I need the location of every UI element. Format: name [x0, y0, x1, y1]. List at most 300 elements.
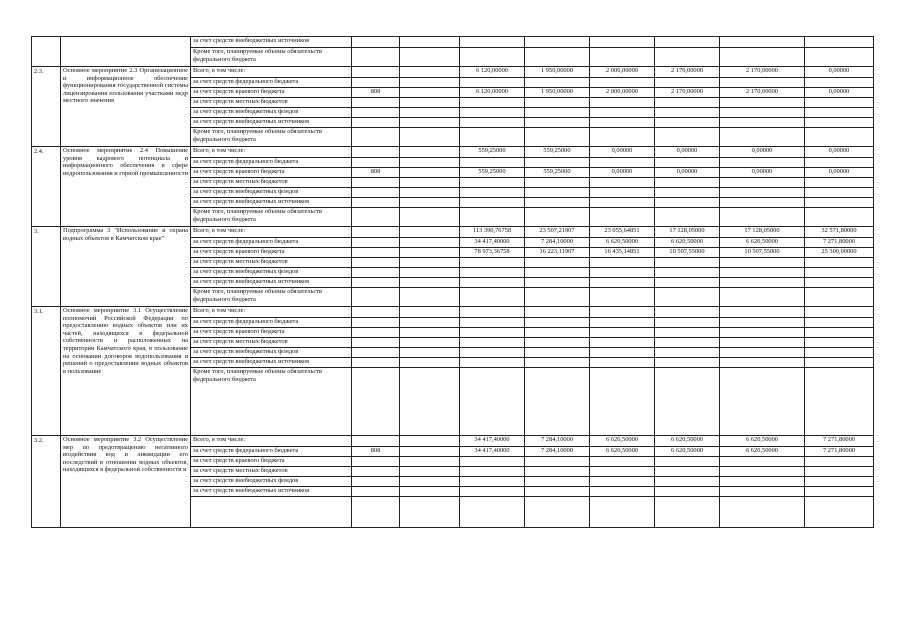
amount-cell: 7 284,10000: [525, 447, 590, 457]
amount-cell: [590, 258, 655, 268]
amount-cell: 1 950,00000: [525, 88, 590, 98]
amount-cell: 0,00000: [805, 147, 874, 158]
amount-cell: [805, 278, 874, 288]
amount-cell: [590, 128, 655, 147]
amount-cell: [590, 288, 655, 307]
amount-cell: [720, 487, 805, 497]
amount-cell: [720, 118, 805, 128]
amount-cell: 2 170,00000: [655, 88, 720, 98]
funding-source: за счет средств местных бюджетов: [191, 467, 352, 477]
amount-cell: [460, 457, 525, 467]
amount-cell: [805, 37, 874, 48]
amount-cell: [720, 208, 805, 227]
funding-source: Кроме того, планируемые объемы обязательств федерального бюджета: [191, 128, 352, 147]
amount-cell: 17 128,05000: [655, 227, 720, 238]
budget-code: [352, 436, 400, 447]
amount-cell: [525, 307, 590, 318]
empty-cell: [400, 307, 460, 318]
amount-cell: [655, 487, 720, 497]
amount-cell: 16 223,11907: [525, 248, 590, 258]
amount-cell: [655, 78, 720, 88]
amount-cell: [460, 358, 525, 368]
amount-cell: [655, 278, 720, 288]
empty-cell: [400, 258, 460, 268]
amount-cell: [460, 477, 525, 487]
amount-cell: [460, 338, 525, 348]
amount-cell: 2 170,00000: [720, 67, 805, 78]
amount-cell: [590, 118, 655, 128]
amount-cell: [590, 348, 655, 358]
amount-cell: [590, 98, 655, 108]
amount-cell: [720, 457, 805, 467]
budget-code: 808: [352, 168, 400, 178]
amount-cell: [720, 348, 805, 358]
funding-source: за счет средств федерального бюджета: [191, 238, 352, 248]
amount-cell: [720, 258, 805, 268]
amount-cell: [590, 208, 655, 227]
amount-cell: [720, 128, 805, 147]
amount-cell: 16 435,14851: [590, 248, 655, 258]
row-number: 2.3.: [32, 67, 61, 147]
amount-cell: [805, 258, 874, 268]
amount-cell: 23 507,21907: [525, 227, 590, 238]
funding-source: Всего, в том числе:: [191, 227, 352, 238]
budget-table: [31, 36, 874, 528]
amount-cell: [525, 158, 590, 168]
amount-cell: [805, 288, 874, 307]
amount-cell: [590, 307, 655, 318]
funding-source: за счет средств местных бюджетов: [191, 98, 352, 108]
empty-cell: [400, 88, 460, 98]
amount-cell: [460, 307, 525, 318]
amount-cell: [590, 487, 655, 497]
funding-source: за счет средств внебюджетных источников: [191, 358, 352, 368]
budget-code: [352, 288, 400, 307]
amount-cell: [525, 188, 590, 198]
amount-cell: [525, 128, 590, 147]
funding-source: за счет средств внебюджетных источников: [191, 118, 352, 128]
amount-cell: 32 571,80000: [805, 227, 874, 238]
amount-cell: [460, 178, 525, 188]
budget-code: [352, 368, 400, 436]
amount-cell: [525, 497, 590, 528]
amount-cell: [460, 467, 525, 477]
budget-code: [352, 198, 400, 208]
amount-cell: [525, 98, 590, 108]
funding-source: за счет средств краевого бюджета: [191, 328, 352, 338]
amount-cell: [655, 268, 720, 278]
amount-cell: [525, 118, 590, 128]
empty-cell: [400, 158, 460, 168]
amount-cell: [805, 78, 874, 88]
measure-name: [61, 37, 191, 67]
amount-cell: [655, 128, 720, 147]
table-row: [32, 227, 874, 238]
amount-cell: [655, 118, 720, 128]
amount-cell: [805, 348, 874, 358]
amount-cell: [525, 37, 590, 48]
amount-cell: [720, 198, 805, 208]
amount-cell: [655, 307, 720, 318]
amount-cell: [460, 278, 525, 288]
empty-cell: [400, 118, 460, 128]
measure-name: Основное мероприятие 3.1 Осуществление полномочий Российской Федерации по предоставлению водных объектов или их частей, находящихся в федеральной собственности и расположенных на территории Камчатского края, в пользование на основании договоров водопользования и решений о предоставлении водных объектов в пользование: [61, 307, 191, 436]
funding-source: Кроме того, планируемые объемы обязательств федерального бюджета: [191, 48, 352, 67]
amount-cell: 6 120,00000: [460, 88, 525, 98]
funding-source: Всего, в том числе:: [191, 67, 352, 78]
empty-cell: [400, 48, 460, 67]
amount-cell: [655, 178, 720, 188]
amount-cell: [460, 128, 525, 147]
empty-cell: [400, 278, 460, 288]
amount-cell: 0,00000: [805, 168, 874, 178]
amount-cell: [460, 118, 525, 128]
budget-code: [352, 48, 400, 67]
amount-cell: [655, 348, 720, 358]
amount-cell: [720, 158, 805, 168]
empty-cell: [400, 67, 460, 78]
amount-cell: 2 170,00000: [655, 67, 720, 78]
amount-cell: 6 620,50000: [720, 436, 805, 447]
amount-cell: [805, 98, 874, 108]
amount-cell: [805, 307, 874, 318]
amount-cell: [525, 78, 590, 88]
budget-code: [352, 128, 400, 147]
amount-cell: [805, 208, 874, 227]
funding-source: за счет средств внебюджетных источников: [191, 37, 352, 48]
amount-cell: [525, 208, 590, 227]
amount-cell: [720, 48, 805, 67]
table-row: [32, 307, 874, 318]
amount-cell: [460, 288, 525, 307]
amount-cell: [525, 457, 590, 467]
funding-source: за счет средств краевого бюджета: [191, 248, 352, 258]
amount-cell: [720, 278, 805, 288]
empty-cell: [400, 318, 460, 328]
amount-cell: [460, 258, 525, 268]
empty-cell: [400, 338, 460, 348]
empty-cell: [400, 238, 460, 248]
amount-cell: 2 000,00000: [590, 67, 655, 78]
funding-source: за счет средств внебюджетных фондов: [191, 268, 352, 278]
amount-cell: [460, 37, 525, 48]
amount-cell: [655, 48, 720, 67]
amount-cell: [525, 258, 590, 268]
amount-cell: [590, 497, 655, 528]
amount-cell: [805, 188, 874, 198]
amount-cell: 6 120,00000: [460, 67, 525, 78]
funding-source: за счет средств внебюджетных источников: [191, 487, 352, 497]
budget-code: [352, 178, 400, 188]
amount-cell: 559,25000: [525, 168, 590, 178]
budget-code: [352, 348, 400, 358]
amount-cell: 10 507,55000: [720, 248, 805, 258]
funding-source: за счет средств внебюджетных фондов: [191, 188, 352, 198]
amount-cell: [805, 118, 874, 128]
funding-source: за счет средств федерального бюджета: [191, 447, 352, 457]
amount-cell: [720, 497, 805, 528]
amount-cell: 0,00000: [590, 147, 655, 158]
funding-source: за счет средств федерального бюджета: [191, 158, 352, 168]
measure-name: Основное мероприятие 3.2 Осуществление мер по предотвращению негативного воздействия вод и ликвидации его последствий в отношении водных объектов, находящихся в федеральной собственности и: [61, 436, 191, 528]
amount-cell: [805, 328, 874, 338]
empty-cell: [400, 477, 460, 487]
table-row: [32, 436, 874, 447]
amount-cell: [720, 328, 805, 338]
amount-cell: 6 620,50000: [590, 447, 655, 457]
funding-source: за счет средств внебюджетных фондов: [191, 477, 352, 487]
amount-cell: [590, 108, 655, 118]
empty-cell: [400, 268, 460, 278]
amount-cell: [525, 178, 590, 188]
amount-cell: [525, 328, 590, 338]
amount-cell: [460, 487, 525, 497]
amount-cell: 2 170,00000: [720, 88, 805, 98]
amount-cell: 559,25000: [460, 168, 525, 178]
empty-cell: [400, 348, 460, 358]
amount-cell: [655, 98, 720, 108]
amount-cell: [590, 467, 655, 477]
amount-cell: 6 620,50000: [655, 436, 720, 447]
empty-cell: [400, 457, 460, 467]
table-row: [32, 37, 874, 48]
amount-cell: [655, 358, 720, 368]
amount-cell: [805, 497, 874, 528]
empty-cell: [400, 328, 460, 338]
amount-cell: [590, 338, 655, 348]
amount-cell: 7 271,80000: [805, 436, 874, 447]
budget-code: [352, 467, 400, 477]
empty-cell: [400, 128, 460, 147]
budget-code: [352, 227, 400, 238]
amount-cell: [805, 318, 874, 328]
budget-code: [352, 487, 400, 497]
amount-cell: [460, 98, 525, 108]
budget-code: [352, 268, 400, 278]
budget-code: [352, 208, 400, 227]
amount-cell: [655, 198, 720, 208]
empty-cell: [400, 487, 460, 497]
amount-cell: [460, 108, 525, 118]
amount-cell: 7 284,10000: [525, 436, 590, 447]
amount-cell: [525, 358, 590, 368]
amount-cell: [590, 78, 655, 88]
amount-cell: [590, 178, 655, 188]
amount-cell: 34 417,40000: [460, 436, 525, 447]
budget-code: [352, 37, 400, 48]
amount-cell: [655, 188, 720, 198]
amount-cell: [720, 268, 805, 278]
budget-code: [352, 147, 400, 158]
funding-source: за счет средств краевого бюджета: [191, 88, 352, 98]
amount-cell: [805, 457, 874, 467]
amount-cell: [460, 188, 525, 198]
amount-cell: [590, 328, 655, 338]
budget-code: [352, 238, 400, 248]
amount-cell: [805, 108, 874, 118]
budget-code: 808: [352, 88, 400, 98]
amount-cell: [590, 268, 655, 278]
amount-cell: [655, 338, 720, 348]
empty-cell: [400, 248, 460, 258]
budget-code: [352, 118, 400, 128]
funding-source: за счет средств федерального бюджета: [191, 78, 352, 88]
amount-cell: 0,00000: [805, 88, 874, 98]
amount-cell: [590, 188, 655, 198]
amount-cell: [525, 338, 590, 348]
amount-cell: [525, 477, 590, 487]
amount-cell: [590, 198, 655, 208]
row-number: 3.1.: [32, 307, 61, 436]
amount-cell: [720, 188, 805, 198]
amount-cell: [720, 477, 805, 487]
budget-code: [352, 158, 400, 168]
amount-cell: 0,00000: [720, 147, 805, 158]
amount-cell: [525, 108, 590, 118]
amount-cell: [655, 288, 720, 307]
amount-cell: [590, 37, 655, 48]
funding-source: за счет средств местных бюджетов: [191, 258, 352, 268]
funding-source: за счет средств федерального бюджета: [191, 318, 352, 328]
amount-cell: [525, 198, 590, 208]
empty-cell: [400, 188, 460, 198]
amount-cell: 78 973,36758: [460, 248, 525, 258]
amount-cell: [805, 477, 874, 487]
amount-cell: [590, 318, 655, 328]
empty-cell: [400, 198, 460, 208]
amount-cell: [720, 307, 805, 318]
funding-source: [191, 497, 352, 528]
amount-cell: [655, 477, 720, 487]
amount-cell: [460, 368, 525, 436]
table-row: [32, 147, 874, 158]
measure-name: Основное мероприятие 2.3 Организационное и информационное обеспечение функционирования государственной системы лицензирования пользования участками недр местного значения: [61, 67, 191, 147]
amount-cell: [805, 198, 874, 208]
amount-cell: [655, 208, 720, 227]
row-number: [32, 37, 61, 67]
amount-cell: [720, 288, 805, 307]
amount-cell: [590, 278, 655, 288]
amount-cell: [590, 48, 655, 67]
budget-code: 808: [352, 447, 400, 457]
funding-source: Кроме того, планируемые объемы обязательств федерального бюджета: [191, 288, 352, 307]
funding-source: за счет средств внебюджетных фондов: [191, 348, 352, 358]
amount-cell: 7 271,80000: [805, 238, 874, 248]
amount-cell: [805, 158, 874, 168]
amount-cell: [720, 78, 805, 88]
funding-source: Кроме того, планируемые объемы обязательств федерального бюджета: [191, 208, 352, 227]
amount-cell: [655, 457, 720, 467]
amount-cell: [525, 348, 590, 358]
amount-cell: [720, 467, 805, 477]
row-number: 2.4.: [32, 147, 61, 227]
amount-cell: [590, 368, 655, 436]
amount-cell: 0,00000: [805, 67, 874, 78]
amount-cell: 6 620,50000: [720, 447, 805, 457]
funding-source: за счет средств местных бюджетов: [191, 338, 352, 348]
budget-code: [352, 328, 400, 338]
amount-cell: [460, 328, 525, 338]
funding-source: за счет средств краевого бюджета: [191, 168, 352, 178]
amount-cell: [590, 457, 655, 467]
empty-cell: [400, 37, 460, 48]
amount-cell: [525, 48, 590, 67]
amount-cell: 7 271,80000: [805, 447, 874, 457]
budget-code: [352, 67, 400, 78]
empty-cell: [400, 467, 460, 477]
amount-cell: [805, 467, 874, 477]
amount-cell: [805, 368, 874, 436]
empty-cell: [400, 108, 460, 118]
empty-cell: [400, 98, 460, 108]
amount-cell: 17 128,05000: [720, 227, 805, 238]
amount-cell: 559,25000: [525, 147, 590, 158]
budget-code: [352, 477, 400, 487]
amount-cell: [590, 477, 655, 487]
empty-cell: [400, 497, 460, 528]
amount-cell: 1 950,00000: [525, 67, 590, 78]
empty-cell: [400, 208, 460, 227]
amount-cell: 6 620,50000: [655, 447, 720, 457]
amount-cell: [655, 368, 720, 436]
amount-cell: [525, 318, 590, 328]
budget-code: [352, 318, 400, 328]
empty-cell: [400, 78, 460, 88]
empty-cell: [400, 368, 460, 436]
budget-code: [352, 248, 400, 258]
empty-cell: [400, 147, 460, 158]
amount-cell: 0,00000: [655, 147, 720, 158]
amount-cell: [655, 258, 720, 268]
amount-cell: [460, 348, 525, 358]
budget-code: [352, 497, 400, 528]
amount-cell: [460, 208, 525, 227]
amount-cell: [805, 178, 874, 188]
amount-cell: [720, 338, 805, 348]
empty-cell: [400, 227, 460, 238]
amount-cell: [460, 78, 525, 88]
amount-cell: [525, 288, 590, 307]
amount-cell: 6 620,50000: [655, 238, 720, 248]
amount-cell: [525, 487, 590, 497]
amount-cell: [805, 268, 874, 278]
amount-cell: [525, 278, 590, 288]
amount-cell: 0,00000: [720, 168, 805, 178]
amount-cell: 2 000,00000: [590, 88, 655, 98]
funding-source: за счет средств внебюджетных источников: [191, 278, 352, 288]
amount-cell: 0,00000: [655, 168, 720, 178]
funding-source: за счет средств краевого бюджета: [191, 457, 352, 467]
amount-cell: 10 507,55000: [655, 248, 720, 258]
amount-cell: [655, 328, 720, 338]
empty-cell: [400, 288, 460, 307]
amount-cell: 7 284,10000: [525, 238, 590, 248]
amount-cell: [655, 318, 720, 328]
funding-source: за счет средств внебюджетных фондов: [191, 108, 352, 118]
measure-name: Основное мероприятие 2.4 Повышение уровня кадрового потенциала и информационного обеспечения в сфере недропользования и горной промышленности: [61, 147, 191, 227]
amount-cell: [460, 318, 525, 328]
amount-cell: [460, 48, 525, 67]
empty-cell: [400, 436, 460, 447]
budget-code: [352, 258, 400, 268]
amount-cell: [805, 128, 874, 147]
amount-cell: [655, 108, 720, 118]
amount-cell: [720, 37, 805, 48]
amount-cell: [720, 98, 805, 108]
amount-cell: 25 300,00000: [805, 248, 874, 258]
budget-code: [352, 358, 400, 368]
amount-cell: [720, 358, 805, 368]
